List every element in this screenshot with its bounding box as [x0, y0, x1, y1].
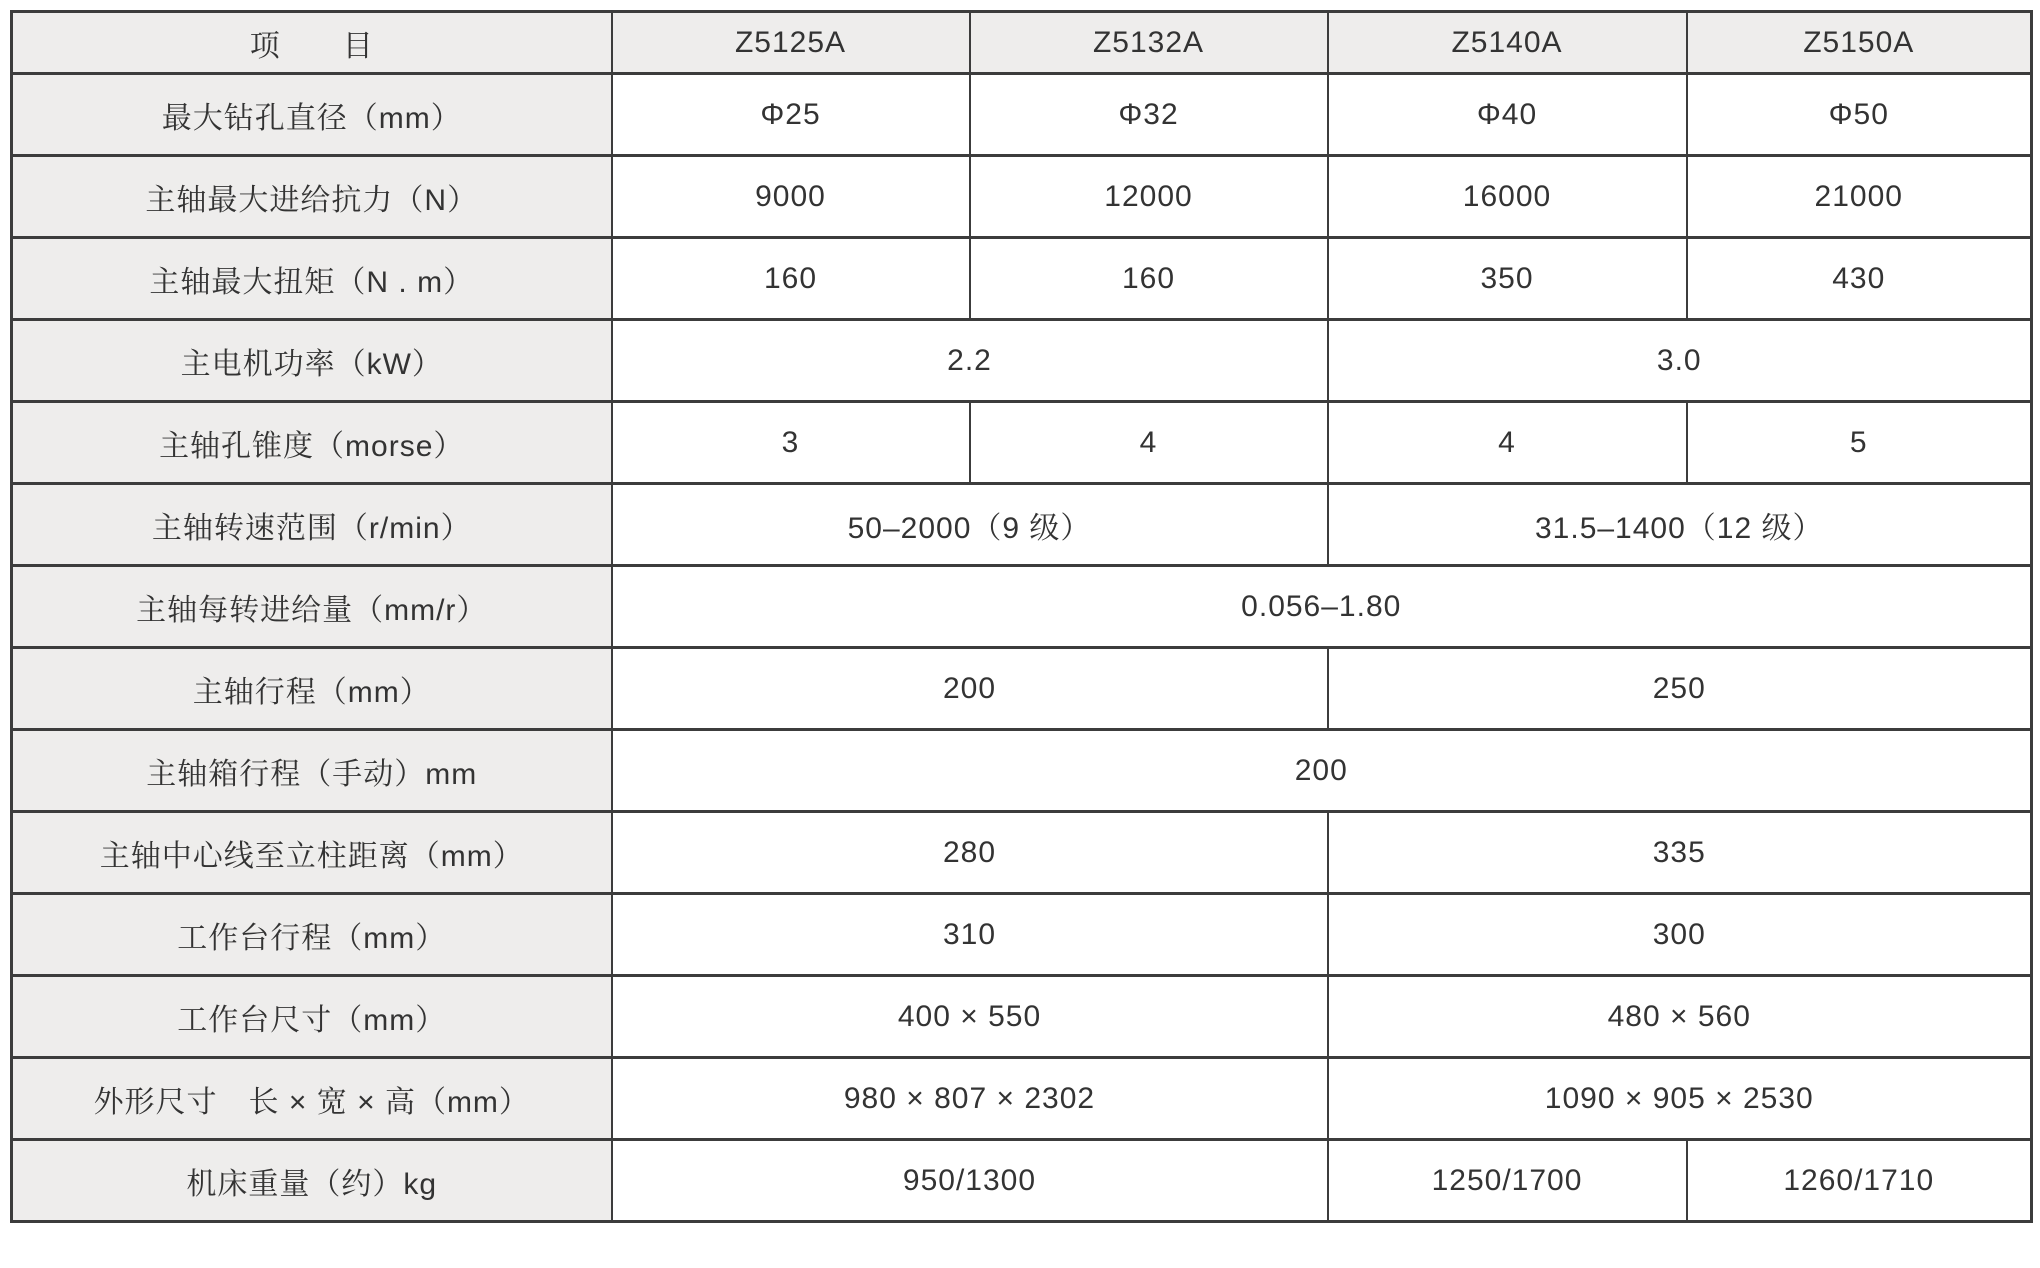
- value-cell: 1090 × 905 × 2530: [1328, 1058, 2032, 1140]
- table-row: [12, 730, 2032, 812]
- value-cell: 160: [612, 238, 970, 320]
- value-cell: 3: [612, 402, 970, 484]
- value-cell: 1250/1700: [1328, 1140, 1687, 1222]
- row-label: 主轴转速范围（r/min）: [12, 484, 612, 566]
- row-label: 机床重量（约）kg: [12, 1140, 612, 1222]
- table-row: [12, 894, 2032, 976]
- value-cell: 160: [970, 238, 1328, 320]
- value-cell: Φ40: [1328, 74, 1687, 156]
- value-cell: 310: [612, 894, 1328, 976]
- row-label: 外形尺寸 长 × 宽 × 高（mm）: [12, 1058, 612, 1140]
- value-cell: 400 × 550: [612, 976, 1328, 1058]
- value-cell: 12000: [970, 156, 1328, 238]
- value-cell: 280: [612, 812, 1328, 894]
- spec-table: [10, 10, 2033, 1223]
- value-cell: 4: [970, 402, 1328, 484]
- row-label: 主轴行程（mm）: [12, 648, 612, 730]
- value-cell: 980 × 807 × 2302: [612, 1058, 1328, 1140]
- table-row: [12, 1058, 2032, 1140]
- row-label: 最大钻孔直径（mm）: [12, 74, 612, 156]
- value-cell: 950/1300: [612, 1140, 1328, 1222]
- table-row: [12, 976, 2032, 1058]
- value-cell: 50–2000（9 级）: [612, 484, 1328, 566]
- table-header-row: [12, 12, 2032, 74]
- table-row: [12, 648, 2032, 730]
- value-cell: Φ32: [970, 74, 1328, 156]
- value-cell: 5: [1687, 402, 2032, 484]
- table-row: [12, 156, 2032, 238]
- row-label: 主轴每转进给量（mm/r）: [12, 566, 612, 648]
- value-cell: 335: [1328, 812, 2032, 894]
- value-cell: 0.056–1.80: [612, 566, 2032, 648]
- row-label: 工作台行程（mm）: [12, 894, 612, 976]
- value-cell: 31.5–1400（12 级）: [1328, 484, 2032, 566]
- table-row: [12, 484, 2032, 566]
- row-label: 主轴最大扭矩（N . m）: [12, 238, 612, 320]
- table-row: [12, 1140, 2032, 1222]
- header-cell-model-4: Z5150A: [1687, 12, 2032, 74]
- value-cell: 250: [1328, 648, 2032, 730]
- table-row: [12, 812, 2032, 894]
- value-cell: 200: [612, 730, 2032, 812]
- row-label: 工作台尺寸（mm）: [12, 976, 612, 1058]
- table-row: [12, 320, 2032, 402]
- row-label: 主轴箱行程（手动）mm: [12, 730, 612, 812]
- value-cell: 200: [612, 648, 1328, 730]
- value-cell: Φ25: [612, 74, 970, 156]
- value-cell: 300: [1328, 894, 2032, 976]
- table-row: [12, 238, 2032, 320]
- table-row: [12, 566, 2032, 648]
- table-row: [12, 74, 2032, 156]
- value-cell: Φ50: [1687, 74, 2032, 156]
- row-label: 主轴中心线至立柱距离（mm）: [12, 812, 612, 894]
- header-cell-item: 项 目: [12, 12, 612, 74]
- value-cell: 9000: [612, 156, 970, 238]
- table-row: [12, 402, 2032, 484]
- header-cell-model-1: Z5125A: [612, 12, 970, 74]
- header-cell-model-2: Z5132A: [970, 12, 1328, 74]
- row-label: 主轴孔锥度（morse）: [12, 402, 612, 484]
- row-label: 主电机功率（kW）: [12, 320, 612, 402]
- value-cell: 480 × 560: [1328, 976, 2032, 1058]
- value-cell: 1260/1710: [1687, 1140, 2032, 1222]
- value-cell: 2.2: [612, 320, 1328, 402]
- value-cell: 430: [1687, 238, 2032, 320]
- value-cell: 3.0: [1328, 320, 2032, 402]
- header-cell-model-3: Z5140A: [1328, 12, 1687, 74]
- value-cell: 16000: [1328, 156, 1687, 238]
- value-cell: 4: [1328, 402, 1687, 484]
- row-label: 主轴最大进给抗力（N）: [12, 156, 612, 238]
- value-cell: 350: [1328, 238, 1687, 320]
- value-cell: 21000: [1687, 156, 2032, 238]
